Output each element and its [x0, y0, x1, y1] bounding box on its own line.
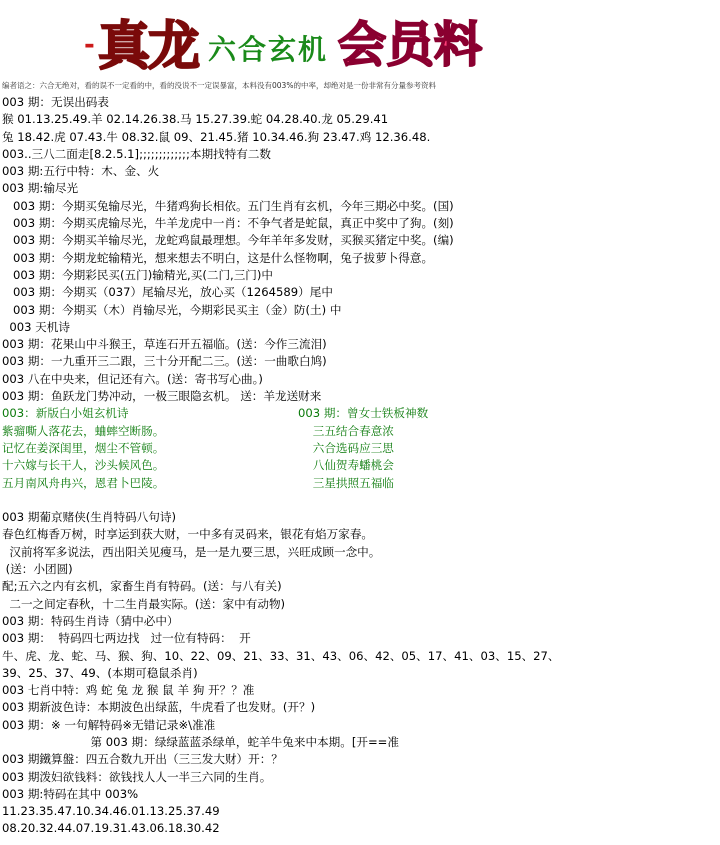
- text-line: 003 期：特码生肖诗（猜中必中）: [2, 613, 179, 628]
- poem-left-column: [2, 405, 164, 491]
- editor-notice: 编者语之：六合无绝对，看的误不一定看的中，看的没说不一定误暴富，本料没有003%的中率，却绝对是一份非常有分量参考资料: [2, 81, 436, 90]
- text-line: (送：小团圆): [2, 562, 73, 577]
- poem-columns: [2, 405, 718, 509]
- text-line: 003 期：鱼跃龙门势冲动，一极三眼隐玄机。 送：羊龙送财来: [2, 389, 322, 404]
- title-dash: -: [84, 30, 95, 60]
- poem-right-column: [298, 405, 428, 491]
- text-line: 003..三八二面走[8.2.5.1];;;;;;;;;;;;;本期找特有二数: [2, 146, 272, 161]
- text-line: 配;五六之内有玄机，家畜生肖有特码。(送：与八有关): [2, 579, 282, 594]
- text-line: 三五结合春意浓: [298, 423, 394, 438]
- text-line: 39、25、37、49、(本期可稳鼠杀肖): [2, 665, 198, 680]
- text-line: 003 期:特码在其中 003%: [2, 786, 139, 801]
- text-line: 003 期：今期龙蛇输精光，想来想去不明白，这是什么怪物啊，兔子拔萝卜得意。: [2, 250, 434, 265]
- text-line: 第 003 期：绿绿蓝蓝杀绿单，蛇羊牛兔来中本期。[开==准: [2, 735, 399, 749]
- text-line: 003 期鐵算盤：四五合数九开出（三三发大财）开：？: [2, 752, 283, 767]
- text-line: 春色红梅香万树，时享运到获大财，一中多有灵码来，银花有焰万家春。: [2, 527, 374, 542]
- text-line: 003 期：今期买（037）尾输尽光，放心买（1264589）尾中: [2, 285, 333, 300]
- title-zhenlong: 真龙: [98, 16, 199, 77]
- text-line: 五月南风舟冉兴，恩君卜巴陵。: [2, 475, 165, 490]
- text-line: 003 期:输尽光: [2, 181, 79, 196]
- text-line: 003 期：今期彩民买(五门)输精光,买(二门,三门)中: [2, 267, 274, 282]
- text-line: 十六嫁与长干人，沙头候风色。: [2, 458, 165, 473]
- text-line: 记忆在姜深闺里，烟尘不管顿。: [2, 440, 165, 455]
- text-line: 六合选码应三思: [298, 440, 394, 455]
- text-line: 003 期：今期买虎输尽光，牛羊龙虎中一肖：不争气者是蛇鼠，真正中奖中了狗。(刻): [2, 216, 454, 231]
- title-banner: [0, 0, 720, 76]
- text-line: 11.23.35.47.10.34.46.01.13.25.37.49: [2, 804, 220, 819]
- text-line: 003 期:五行中特：木、金、火: [2, 164, 160, 179]
- text-line: 003 期泼妇欲钱料：欲钱找人人一半三六同的生肖。: [2, 769, 272, 784]
- text-line: 003 期：一九重开三二跟，三十分开配二三。(送：一曲歌白鸠): [2, 354, 327, 369]
- text-line: 003 期：※ 一句解特码※无错记录※\准准: [2, 717, 216, 732]
- text-line: 汉前将军多说法，西出阳关见瘦马，是一是九要三思，兴旺成顾一念中。: [2, 544, 381, 559]
- bottom-section: [2, 509, 718, 838]
- text-line: 牛、虎、龙、蛇、马、猴、狗、10、22、09、21、33、31、43、06、42、05、17、41、03、15、27、: [2, 648, 560, 663]
- title-huiyuanliao: 会员料: [338, 17, 483, 73]
- text-line: 003：新版白小姐玄机诗: [2, 406, 129, 421]
- text-line: 003 天机诗: [2, 319, 70, 334]
- text-line: 003 期：花果山中斗猴王，草连石开五福临。(送：今作三流泪): [2, 337, 327, 352]
- text-line: 08.20.32.44.07.19.31.43.06.18.30.42: [2, 821, 220, 836]
- title-liuhe-xuanji: 六合玄机: [208, 33, 329, 66]
- text-line: 猴 01.13.25.49.羊 02.14.26.38.马 15.27.39.蛇 04.28.40.龙 05.29.41: [2, 112, 389, 127]
- text-line: 003 期： 特码四七两边找 过一位有特码： 开: [2, 631, 251, 646]
- document-body: [2, 94, 718, 838]
- text-line: 紫骝嘶人落花去，蛐蟀空断肠。: [2, 423, 165, 438]
- text-line: 003 期新波色诗：本期波色出绿蓝，牛虎看了也发财。(开？): [2, 700, 316, 715]
- text-line: 003 七肖中特：鸡 蛇 兔 龙 猴 鼠 羊 狗 开？？准: [2, 683, 255, 698]
- text-line: 二一之间定春秋，十二生肖最实际。(送：家中有动物): [2, 596, 286, 611]
- text-line: 八仙贺寿蟠桃会: [298, 458, 394, 473]
- text-line: 003 期：今期买（木）肖输尽光，今期彩民买主（金）防(土) 中: [2, 302, 342, 317]
- text-line: 兔 18.42.虎 07.43.牛 08.32.鼠 09、21.45.猪 10.34.46.狗 23.47.鸡 12.36.48.: [2, 129, 431, 144]
- text-line: 003 期：今期买羊输尽光，龙蛇鸡鼠最理想。今年羊年多发财，买猴买猪定中奖。(编): [2, 233, 454, 248]
- text-line: 三星拱照五福临: [298, 475, 394, 490]
- top-section: [2, 94, 718, 405]
- text-line: 003 期：无误出码表: [2, 95, 109, 109]
- text-line: 003 八在中央来，但记还有六。(送：寄书写心曲。): [2, 371, 263, 386]
- text-line: 003 期：今期买兔输尽光，牛猪鸡狗长相依。五门生肖有玄机，今年三期必中奖。(国): [2, 198, 454, 213]
- text-line: 003 期：曾女士铁板神数: [298, 406, 429, 421]
- text-line: 003 期葡京赌侠(生肖特码八句诗): [2, 510, 176, 525]
